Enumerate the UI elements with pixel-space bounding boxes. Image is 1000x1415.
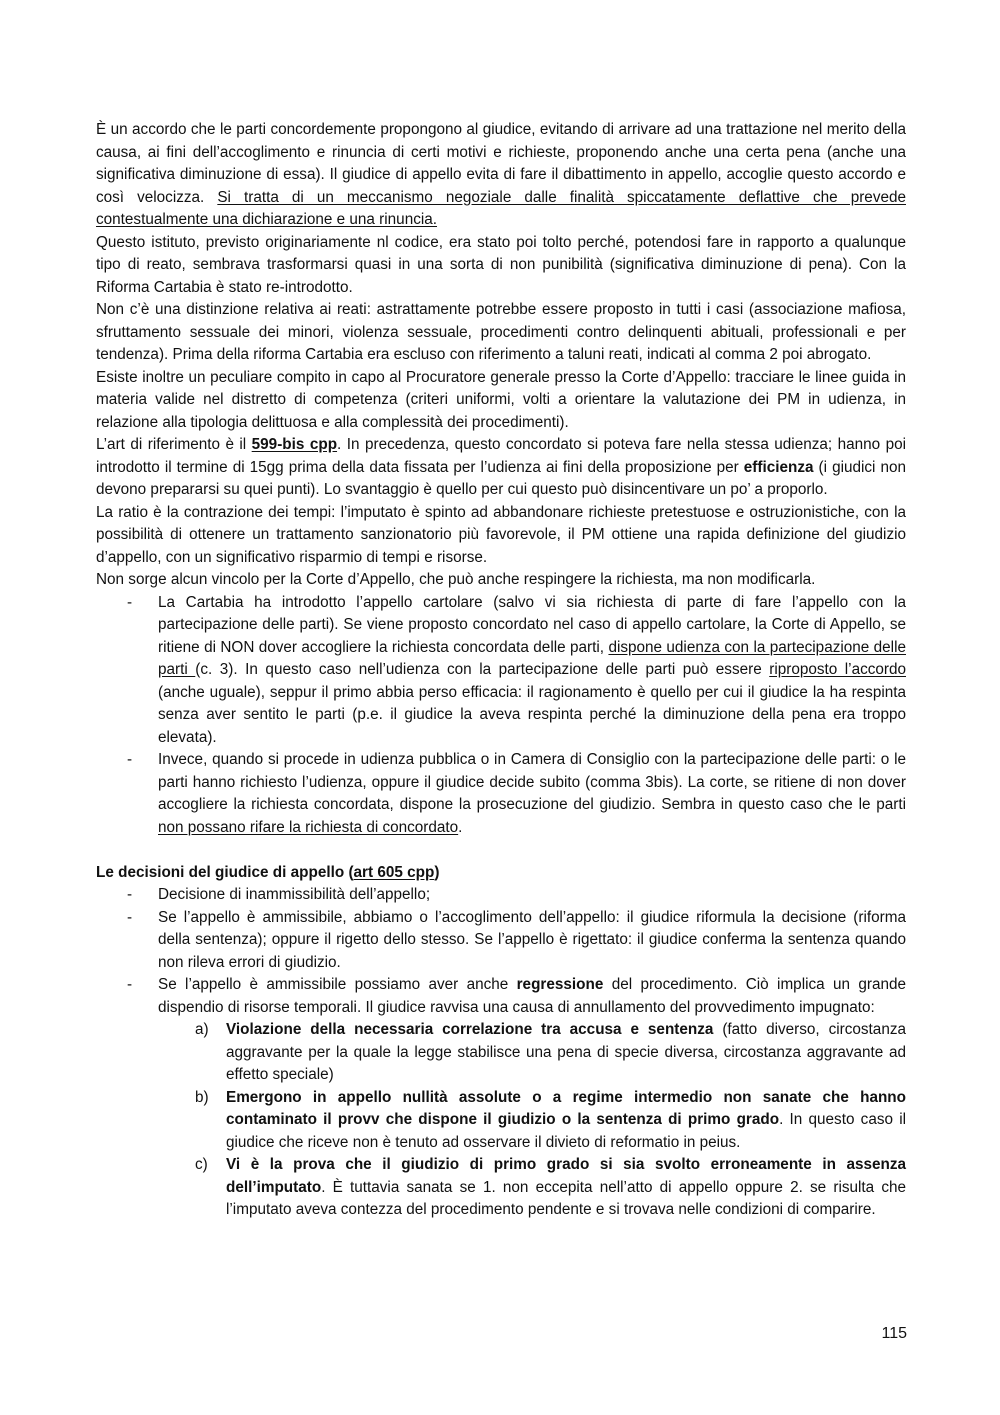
text: . In questo caso il giudice che riceve non è tenuto ad osservare il divieto di reformatio in peius. <box>226 1111 906 1151</box>
underlined-text: dispone udienza con la partecipazione delle parti <box>158 638 906 678</box>
lettered-list <box>96 1019 906 1222</box>
bold-text: Emergono in appello nullità assolute o a regime intermedio non sanate che hanno contaminato il provv che dispone il giudizio o la sentenza di primo grado <box>226 1088 906 1128</box>
heading-text: ) <box>434 863 440 881</box>
blank-line <box>96 839 906 862</box>
bold-text: Violazione della necessaria correlazione tra accusa e sentenza <box>226 1021 714 1038</box>
text: (i giudici non devono prepararsi su quei punti). Lo svantaggio è quello per cui questo può disincentivare un po’ a proporlo. <box>96 458 906 498</box>
text: . <box>458 818 463 836</box>
text: . In precedenza, questo concordato si poteva fare nella stessa udienza; hanno poi introdotto il termine di 15gg prima della data fissata per l’udienza ai fini della proposizione per <box>96 436 906 476</box>
underlined-text: non possano rifare la richiesta di concordato <box>158 818 459 836</box>
list-item <box>96 974 906 1019</box>
paragraph-4: Esiste inoltre un peculiare compito in capo al Procuratore generale presso la Corte d’Appello: tracciare le linee guida in materia valide nel distretto di competenza (criteri uniformi, volti a orientare la valutazione dei PM in udienza, in relazione alla tipologia delittuosa e alla complessità dei procedimenti). <box>96 368 906 431</box>
section-heading <box>96 862 906 885</box>
text: La Cartabia ha introdotto l’appello cartolare (salvo vi sia richiesta di parte di fare l’appello con la partecipazione delle parti). Se viene proposto concordato nel caso di appello cartolare, la Corte di Appello, se ritiene di NON dover accogliere la richiesta concordata delle parti, <box>158 593 906 656</box>
underlined-text: riproposto l’accordo <box>769 661 906 678</box>
item-marker: c) <box>195 1156 208 1173</box>
text: L’art di riferimento è il <box>96 436 252 453</box>
list-item: - Decisione di inammissibilità dell’appello; <box>96 884 906 907</box>
paragraph-5 <box>96 434 906 502</box>
item-marker: b) <box>195 1088 209 1106</box>
lettered-item <box>96 1087 906 1155</box>
text: (fatto diverso, circostanza aggravante per la quale la legge stabilisce una pena di specie diversa, circostanza aggravante ad effetto speciale) <box>226 1021 906 1083</box>
article-reference: 599-bis cpp <box>251 436 338 453</box>
dash-list-2 <box>96 884 906 1019</box>
text: del procedimento. Ciò implica un grande dispendio di risorse temporali. Il giudice ravvisa una causa di annullamento del provvedimento impugnato: <box>158 976 906 1016</box>
page-number: 115 <box>881 1325 907 1342</box>
text: (c. 3). In questo caso nell’udienza con la partecipazione delle parti può essere <box>195 661 770 678</box>
list-item <box>96 592 906 750</box>
paragraph-1 <box>96 119 906 232</box>
document-page <box>96 119 906 1222</box>
list-item <box>96 749 906 839</box>
heading-text: Le decisioni del giudice di appello ( <box>96 863 354 881</box>
text: . È tuttavia sanata se 1. non eccepita nell’atto di appello oppure 2. se risulta che l’imputato aveva contezza del procedimento pendente e si trovava nelle condizioni di comparire. <box>226 1178 906 1218</box>
dash-list-1 <box>96 592 906 840</box>
text: Se l’appello è ammissibile possiamo aver anche <box>158 976 517 993</box>
list-item: - Se l’appello è ammissibile, abbiamo o l’accoglimento dell’appello: il giudice riformula la decisione (riforma della sentenza); oppure il rigetto dello stesso. Se l’appello è rigettato: il giudice conferma la sentenza quando non rileva errori di giudizio. <box>96 907 906 975</box>
bold-text: efficienza <box>743 458 814 476</box>
underlined-text: Si tratta di un meccanismo negoziale dalle finalità spiccatamente deflattive che prevede contestualmente una dichiarazione e una rinuncia. <box>96 188 906 228</box>
paragraph-6: La ratio è la contrazione dei tempi: l’imputato è spinto ad abbandonare richieste pretestuose e ostruzionistiche, con la possibilità di ottenere un trattamento sanzionatorio più favorevole, il PM ottiene una rapida definizione del giudizio d’appello, con un significativo risparmio di tempi e risorse. <box>96 503 906 566</box>
lettered-item <box>96 1019 906 1087</box>
article-reference: art 605 cpp <box>353 863 435 881</box>
text: È un accordo che le parti concordemente propongono al giudice, evitando di arrivare ad una trattazione nel merito della causa, ai fini dell’accoglimento e rinuncia di certi motivi e richieste, proponendo anche una certa pena (anche una significativa diminuzione di essa). Il giudice di appello evita di fare il dibattimento in appello, accoglie questo accordo e così velocizza. <box>96 121 906 206</box>
item-marker: a) <box>195 1021 209 1038</box>
text: (anche uguale), seppur il primo abbia perso efficacia: il ragionamento è quello per cui il giudice la ha respinta senza aver sentito le parti (p.e. il giudice la aveva respinta perché la diminuzione della pena era troppo elevata). <box>158 683 906 746</box>
paragraph-7: Non sorge alcun vincolo per la Corte d’Appello, che può anche respingere la richiesta, ma non modificarla. <box>96 571 816 588</box>
paragraph-2: Questo istituto, previsto originariamente nl codice, era stato poi tolto perché, potendosi fare in rapporto a qualunque tipo di reato, sembrava trasformarsi quasi in una sorta di non punibilità (significativa diminuzione di pena). Con la Riforma Cartabia è stato re-introdotto. <box>96 233 906 296</box>
bold-text: Vi è la prova che il giudizio di primo grado si sia svolto erroneamente in assenza dell’imputato <box>226 1156 906 1196</box>
lettered-item <box>96 1154 906 1222</box>
bold-text: regressione <box>516 976 604 993</box>
text: Invece, quando si procede in udienza pubblica o in Camera di Consiglio con la partecipazione delle parti: o le parti hanno richiesto l’udienza, oppure il giudice decide subito (comma 3bis). La corte, se ritiene di non dover accogliere la richiesta concordata, dispone la prosecuzione del giudizio. Sembra in questo caso che le parti <box>158 751 906 813</box>
paragraph-3: Non c’è una distinzione relativa ai reati: astrattamente potrebbe essere proposto in tutti i casi (associazione mafiosa, sfruttamento sessuale dei minori, violenza sessuale, procedimenti contro delinquenti abituali, professionali e per tendenza). Prima della riforma Cartabia era escluso con riferimento a taluni reati, indicati al comma 2 poi abrogato. <box>96 301 906 363</box>
